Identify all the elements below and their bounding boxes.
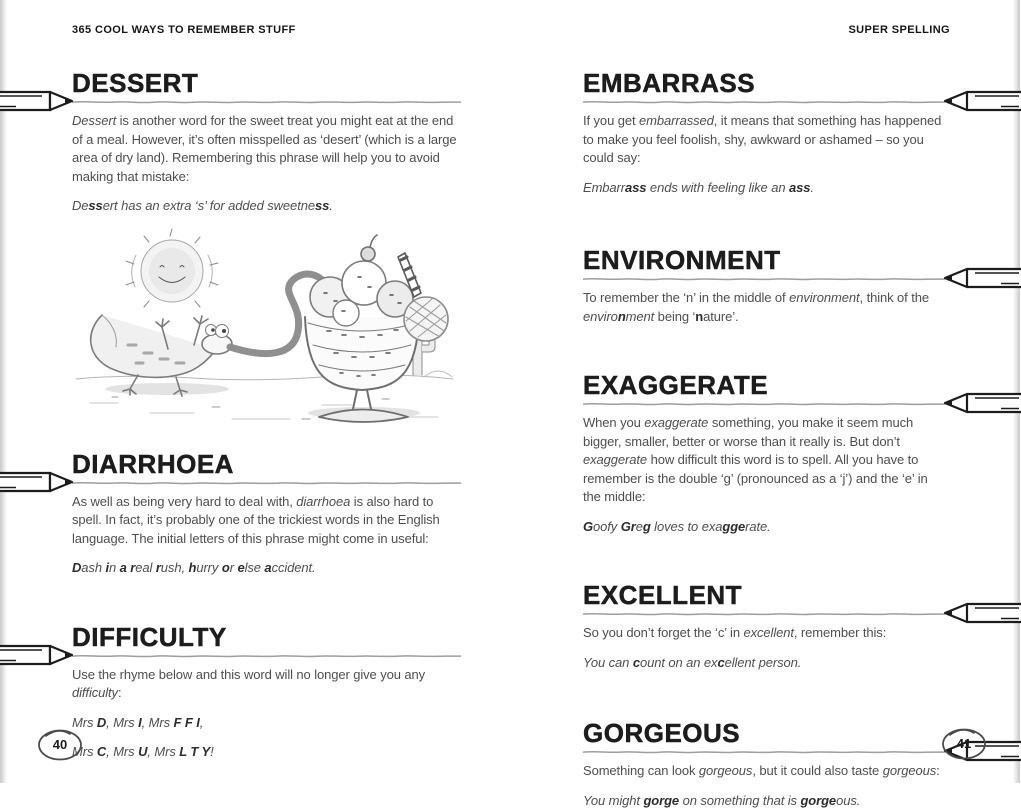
squiggle-underline-icon: [583, 400, 945, 408]
page-left: [72, 0, 461, 762]
section-heading: DIARRHOEA: [72, 451, 461, 478]
page-right: [583, 0, 945, 810]
text-segment: You can: [583, 655, 633, 670]
heading-underline: [583, 275, 945, 283]
section-gorgeous: [583, 720, 945, 810]
text-segment: , it means that something has happened to make you feel foolish, shy, awkward or ashamed – so you could say:: [583, 113, 941, 165]
text-segment: gorgeous: [883, 763, 936, 778]
running-header-left: 365 COOL WAYS TO REMEMBER STUFF: [72, 24, 296, 36]
paragraph: [72, 112, 461, 186]
text-segment: , Mrs: [142, 715, 174, 730]
text-segment: gorge: [800, 793, 836, 808]
squiggle-underline-icon: [583, 610, 945, 618]
heading-underline: [72, 652, 461, 660]
section-body: [72, 493, 461, 578]
section-body: [583, 112, 945, 197]
paragraph: [72, 197, 461, 216]
paragraph: [583, 179, 945, 198]
text-segment: When you: [583, 415, 644, 430]
page-number-text: 41: [938, 725, 990, 761]
text-segment: embarrassed: [639, 113, 714, 128]
text-segment: :: [118, 685, 122, 700]
lizard-licking-ice-cream-sundae-in-desert: [72, 227, 461, 427]
text-segment: ss: [315, 198, 329, 213]
text-segment: , think of the: [860, 290, 929, 305]
text-segment: e: [237, 560, 244, 575]
text-segment: You might: [583, 793, 643, 808]
text-segment: , Mrs: [106, 744, 138, 759]
text-segment: enviro: [583, 309, 618, 324]
text-segment: D: [72, 560, 81, 575]
text-segment: gorgeous: [699, 763, 752, 778]
squiggle-underline-icon: [583, 98, 945, 106]
text-segment: diarrhoea: [296, 494, 350, 509]
text-segment: e: [636, 519, 643, 534]
text-segment: Something can look: [583, 763, 699, 778]
text-segment: on something that is: [679, 793, 800, 808]
heading-underline: [583, 400, 945, 408]
text-segment: g: [643, 519, 651, 534]
text-segment: To remember the ‘n’ in the middle of: [583, 290, 789, 305]
heading-underline: [583, 748, 945, 756]
text-segment: , remember this:: [794, 625, 886, 640]
text-segment: Mrs: [72, 744, 97, 759]
text-segment: ass: [625, 180, 646, 195]
paragraph: [72, 559, 461, 578]
text-segment: ush,: [161, 560, 189, 575]
text-segment: D: [97, 715, 106, 730]
text-segment: n: [618, 309, 626, 324]
text-segment: loves to exa: [651, 519, 723, 534]
section-body: [72, 666, 461, 762]
text-segment: is another word for the sweet treat you might eat at the end of a meal. However, it’s often misspelled as ‘desert’ (which is a large area of dry land). Remembering this phrase will help you to avoid making that mistake:: [72, 113, 457, 184]
text-segment: how difficult this word is to spell. All you have to remember is the double ‘g’ (pronounced as a ‘j’) and the ‘e’ in the middle:: [583, 452, 928, 504]
section-heading: ENVIRONMENT: [583, 247, 945, 274]
text-segment: ment: [626, 309, 655, 324]
paragraph: [72, 714, 461, 733]
text-segment: De: [72, 198, 88, 213]
section-embarrass: [583, 70, 945, 197]
text-segment: oofy: [593, 519, 621, 534]
heading-underline: [583, 610, 945, 618]
paragraph: [583, 414, 945, 507]
paragraph: [583, 792, 945, 810]
section-heading: DIFFICULTY: [72, 624, 461, 651]
section-difficulty: [72, 624, 461, 762]
section-exaggerate: [583, 372, 945, 536]
squiggle-underline-icon: [72, 652, 461, 660]
text-segment: G: [583, 519, 593, 534]
text-segment: I: [138, 715, 142, 730]
text-segment: ous.: [836, 793, 860, 808]
text-segment: ert has an extra ‘s’ for added sweetne: [103, 198, 315, 213]
text-segment: F F I: [174, 715, 200, 730]
dessert-illustration: [72, 227, 457, 427]
text-segment: , Mrs: [147, 744, 179, 759]
pencil-icon: [941, 265, 1021, 291]
text-segment: If you get: [583, 113, 639, 128]
paragraph: [583, 518, 945, 537]
page-number-left: [34, 726, 86, 764]
paragraph: [72, 666, 461, 703]
text-segment: h: [188, 560, 196, 575]
text-segment: ,: [200, 715, 204, 730]
section-body: [72, 112, 461, 427]
section-heading: EMBARRASS: [583, 70, 945, 97]
text-segment: excellent: [743, 625, 793, 640]
text-segment: a: [120, 560, 127, 575]
heading-underline: [72, 479, 461, 487]
text-segment: Dessert: [72, 113, 116, 128]
text-segment: gorge: [643, 793, 679, 808]
pencil-icon: [0, 469, 76, 495]
pencil-icon: [0, 642, 76, 668]
text-segment: So you don’t forget the ‘c’ in: [583, 625, 743, 640]
section-body: [583, 762, 945, 810]
text-segment: , but it could also taste: [752, 763, 882, 778]
paragraph: [72, 743, 461, 762]
section-heading: DESSERT: [72, 70, 461, 97]
text-segment: ellent person.: [725, 655, 802, 670]
paragraph: [583, 289, 945, 326]
text-segment: gge: [722, 519, 745, 534]
text-segment: ature’.: [703, 309, 738, 324]
section-heading: EXAGGERATE: [583, 372, 945, 399]
text-segment: exaggerate: [644, 415, 708, 430]
squiggle-underline-icon: [583, 275, 945, 283]
pencil-icon: [941, 88, 1021, 114]
heading-underline: [583, 98, 945, 106]
section-environment: [583, 247, 945, 326]
text-segment: ash: [81, 560, 105, 575]
text-segment: something, you make it seem much bigger, smaller, better or worse than it really is. But don’t: [583, 415, 913, 449]
text-segment: .: [810, 180, 814, 195]
pencil-icon: [941, 390, 1021, 416]
text-segment: :: [936, 763, 940, 778]
section-diarrhoea: [72, 451, 461, 578]
text-segment: environment: [789, 290, 859, 305]
text-segment: Mrs: [72, 715, 97, 730]
text-segment: n: [695, 309, 703, 324]
paragraph: [583, 654, 945, 673]
pencil-icon: [0, 88, 76, 114]
section-heading: GORGEOUS: [583, 720, 945, 747]
section-heading: EXCELLENT: [583, 582, 945, 609]
text-segment: ount on an ex: [640, 655, 718, 670]
section-body: [583, 289, 945, 326]
squiggle-underline-icon: [72, 479, 461, 487]
text-segment: .: [329, 198, 333, 213]
text-segment: c: [633, 655, 640, 670]
text-segment: As well as being very hard to deal with,: [72, 494, 296, 509]
text-segment: eal: [135, 560, 156, 575]
section-dessert: [72, 70, 461, 427]
page-number-right: [938, 725, 990, 763]
text-segment: ss: [88, 198, 102, 213]
text-segment: !: [210, 744, 214, 759]
text-segment: lse: [245, 560, 265, 575]
text-segment: r: [156, 560, 161, 575]
heading-underline: [72, 98, 461, 106]
text-segment: Embarr: [583, 180, 625, 195]
text-segment: difficulty: [72, 685, 118, 700]
section-excellent: [583, 582, 945, 672]
text-segment: r: [230, 560, 238, 575]
text-segment: ccident.: [272, 560, 316, 575]
paragraph: [72, 493, 461, 549]
text-segment: exaggerate: [583, 452, 647, 467]
section-body: [583, 414, 945, 536]
text-segment: L T Y: [179, 744, 210, 759]
text-segment: ass: [789, 180, 810, 195]
squiggle-underline-icon: [583, 748, 945, 756]
squiggle-underline-icon: [72, 98, 461, 106]
text-segment: r: [130, 560, 135, 575]
text-segment: o: [222, 560, 230, 575]
paragraph: [583, 762, 945, 781]
text-segment: c: [717, 655, 724, 670]
text-segment: being ‘: [654, 309, 695, 324]
paragraph: [583, 624, 945, 643]
text-segment: rate.: [745, 519, 771, 534]
text-segment: Use the rhyme below and this word will no longer give you any: [72, 667, 425, 682]
section-body: [583, 624, 945, 672]
text-segment: ends with feeling like an: [646, 180, 789, 195]
running-header-right: SUPER SPELLING: [848, 24, 950, 36]
text-segment: , Mrs: [106, 715, 138, 730]
text-segment: C: [97, 744, 106, 759]
paragraph: [583, 112, 945, 168]
text-segment: a: [264, 560, 271, 575]
text-segment: n: [109, 560, 120, 575]
text-segment: U: [138, 744, 147, 759]
page-number-text: 40: [34, 726, 86, 762]
text-segment: i: [105, 560, 109, 575]
pencil-icon: [941, 600, 1021, 626]
text-segment: is also hard to spell. In fact, it’s probably one of the trickiest words in the English language. The initial letters of this phrase might come in useful:: [72, 494, 440, 546]
text-segment: urry: [196, 560, 222, 575]
text-segment: Gr: [621, 519, 636, 534]
